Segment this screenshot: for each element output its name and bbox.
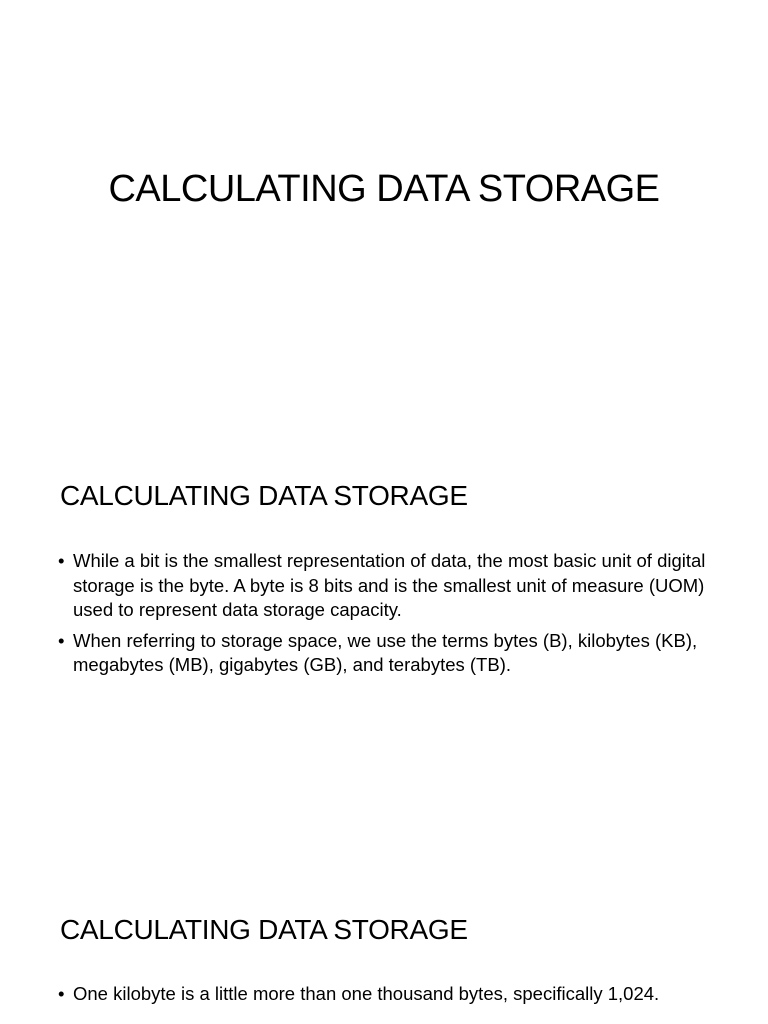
bullet-text: When referring to storage space, we use the terms bytes (B), kilobytes (KB), megabytes (MB), gigabytes (GB), and terabytes (TB). bbox=[73, 629, 698, 675]
bullet-item bbox=[58, 982, 738, 1007]
bullet-list bbox=[58, 982, 738, 1013]
slide-heading: CALCULATING DATA STORAGE bbox=[60, 480, 468, 511]
bullet-item bbox=[58, 549, 738, 623]
content-slide bbox=[0, 432, 768, 864]
bullet-text: While a bit is the smallest representation of data, the most basic unit of digital storage is the byte. A byte is 8 bits and is the smallest unit of measure (UOM) used to represent data storage capacity. bbox=[73, 550, 706, 620]
bullet-list bbox=[58, 549, 738, 684]
content-slide bbox=[0, 864, 768, 1024]
title-slide bbox=[0, 0, 768, 432]
slide-heading: CALCULATING DATA STORAGE bbox=[60, 914, 468, 945]
slide-title: CALCULATING DATA STORAGE bbox=[108, 168, 660, 210]
bullet-dot-icon: • bbox=[58, 983, 65, 1004]
bullet-dot-icon: • bbox=[58, 629, 65, 651]
bullet-text: One kilobyte is a little more than one thousand bytes, specifically 1,024. bbox=[73, 983, 660, 1004]
bullet-dot-icon: • bbox=[58, 550, 65, 571]
bullet-item bbox=[58, 629, 738, 678]
